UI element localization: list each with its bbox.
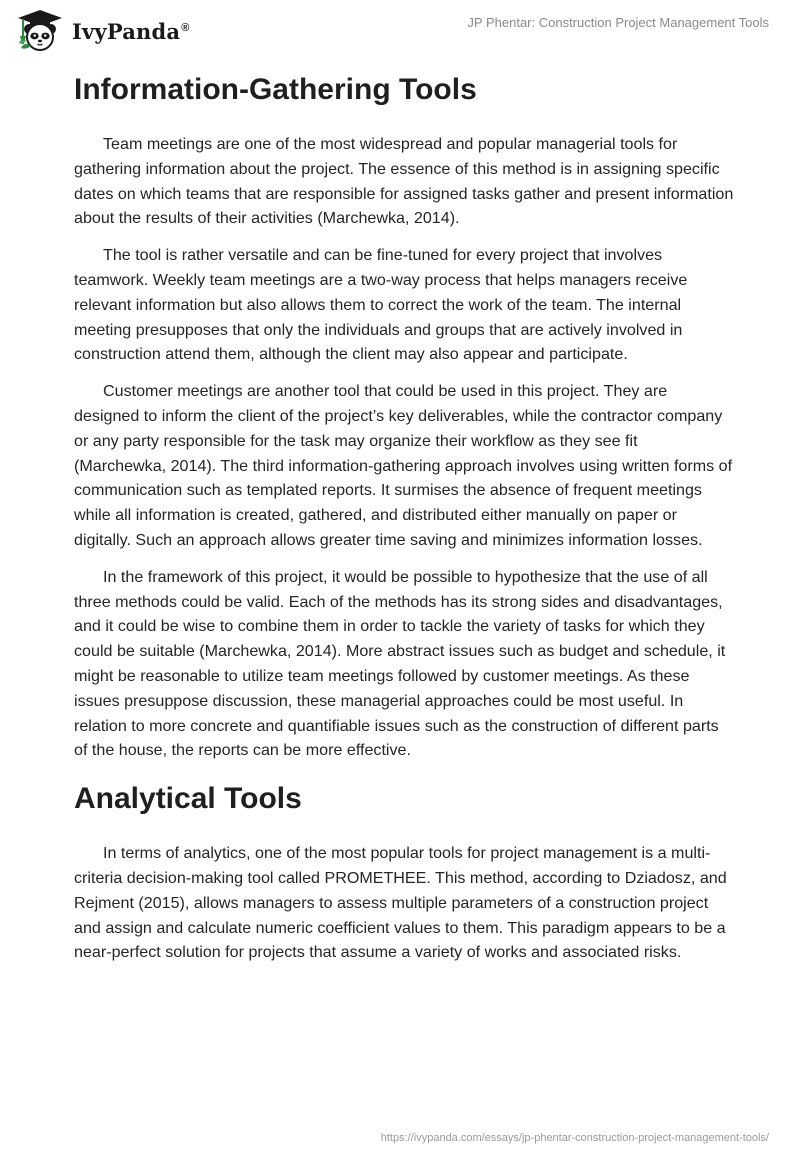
paragraph: Team meetings are one of the most widespread and popular managerial tools for gathering information about the project. The essence of this method is in assigning specific dates on which teams that are responsible for assigned tasks gather and present information about the results of their activities (Marchewka, 2014). bbox=[74, 135, 734, 228]
section-information-gathering bbox=[74, 70, 734, 763]
ivypanda-logo[interactable] bbox=[15, 8, 190, 52]
panda-graduation-cap-icon bbox=[15, 8, 65, 52]
page-header bbox=[0, 0, 800, 60]
section-analytical-tools bbox=[74, 779, 734, 965]
paragraph: In terms of analytics, one of the most popular tools for project management is a multi-criteria decision-making tool called PROMETHEE. This method, according to Dziadosz, and Rejment (2015), allows managers to assess multiple parameters of a construction project and assign and calculate numeric coefficient values to them. This paradigm appears to be a near-perfect solution for projects that assume a variety of works and associated risks. bbox=[74, 844, 727, 962]
source-url-link[interactable]: https://ivypanda.com/essays/jp-phentar-construction-project-management-tools/ bbox=[380, 1132, 769, 1144]
paragraph: Customer meetings are another tool that could be used in this project. They are designed to inform the client of the project’s key deliverables, while the contractor company or any party responsible for the task may organize their workflow as they see fit (Marchewka, 2014). The third information-gathering approach involves using written forms of communication such as templated reports. It surmises the absence of frequent meetings while all information is created, gathered, and distributed either manually on paper or digitally. Such an approach allows greater time saving and minimizes information losses. bbox=[74, 382, 733, 549]
section-heading: Information-Gathering Tools bbox=[74, 73, 477, 106]
document-title: JP Phentar: Construction Project Management Tools bbox=[467, 15, 769, 30]
paragraph: The tool is rather versatile and can be fine-tuned for every project that involves teamwork. Weekly team meetings are a two-way process that helps managers receive relevant information but also allows them to correct the work of the team. The internal meeting presupposes that only the individuals and groups that are actively involved in construction attend them, although the client may also appear and participate. bbox=[74, 246, 688, 364]
section-heading: Analytical Tools bbox=[74, 782, 302, 816]
paragraph: In the framework of this project, it would be possible to hypothesize that the use of all three methods could be valid. Each of the methods has its strong sides and disadvantages, and it could be wise to combine them in order to tackle the variety of tasks for which they could be suitable (Marchewka, 2014). More abstract issues such as budget and schedule, it might be reasonable to utilize team meetings followed by customer meetings. As these issues presuppose discussion, these managerial approaches could be most useful. In relation to more concrete and quantifiable issues such as the construction of different parts of the house, the reports can be more effective. bbox=[74, 567, 726, 760]
essay-content bbox=[74, 70, 734, 965]
logo-wordmark: IvyPanda® bbox=[72, 18, 190, 44]
